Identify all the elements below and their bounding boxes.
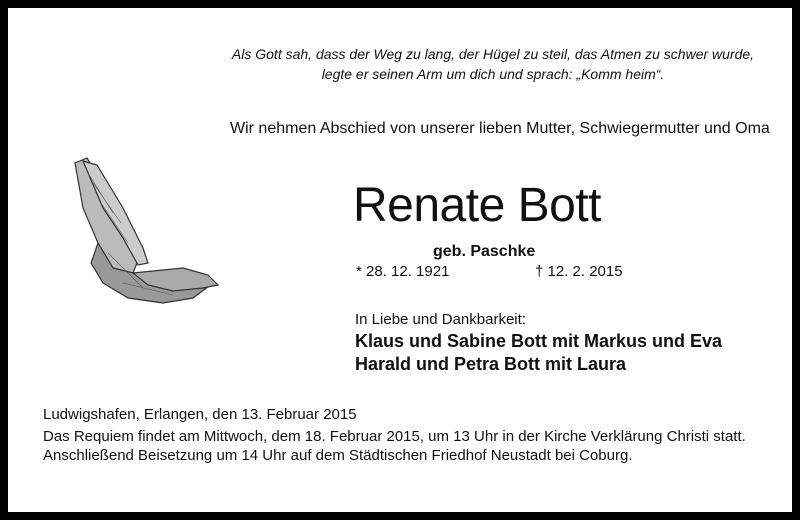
requiem-info: Das Requiem findet am Mittwoch, dem 18. Februar 2015, um 13 Uhr in der Kirche Verklärung Christi statt. <box>43 428 746 445</box>
obituary-notice <box>8 8 792 512</box>
praying-hands-icon <box>53 153 223 323</box>
mourner-family: Harald und Petra Bott mit Laura <box>355 354 627 374</box>
birth-date: * 28. 12. 1921 <box>356 263 450 280</box>
maiden-name: geb. Paschke <box>433 243 536 260</box>
quote <box>8 44 758 84</box>
mourners-intro: In Liebe und Dankbarkeit: <box>355 311 526 328</box>
quote-line-2: legte er seinen Arm um dich und sprach: „Komm heim“. <box>321 66 665 82</box>
deceased-name: Renate Bott <box>353 179 601 232</box>
burial-info: Anschließend Beisetzung um 14 Uhr auf dem Städtischen Friedhof Neustadt bei Coburg. <box>43 447 633 464</box>
place-date: Ludwigshafen, Erlangen, den 13. Februar 2015 <box>43 406 357 423</box>
quote-line-1: Als Gott sah, dass der Weg zu lang, der Hügel zu steil, das Atmen zu schwer wurde, <box>231 46 755 62</box>
intro-text: Wir nehmen Abschied von unserer lieben Mutter, Schwiegermutter und Oma <box>230 120 770 137</box>
mourner-family: Klaus und Sabine Bott mit Markus und Eva <box>355 331 723 351</box>
death-date: † 12. 2. 2015 <box>535 263 623 280</box>
